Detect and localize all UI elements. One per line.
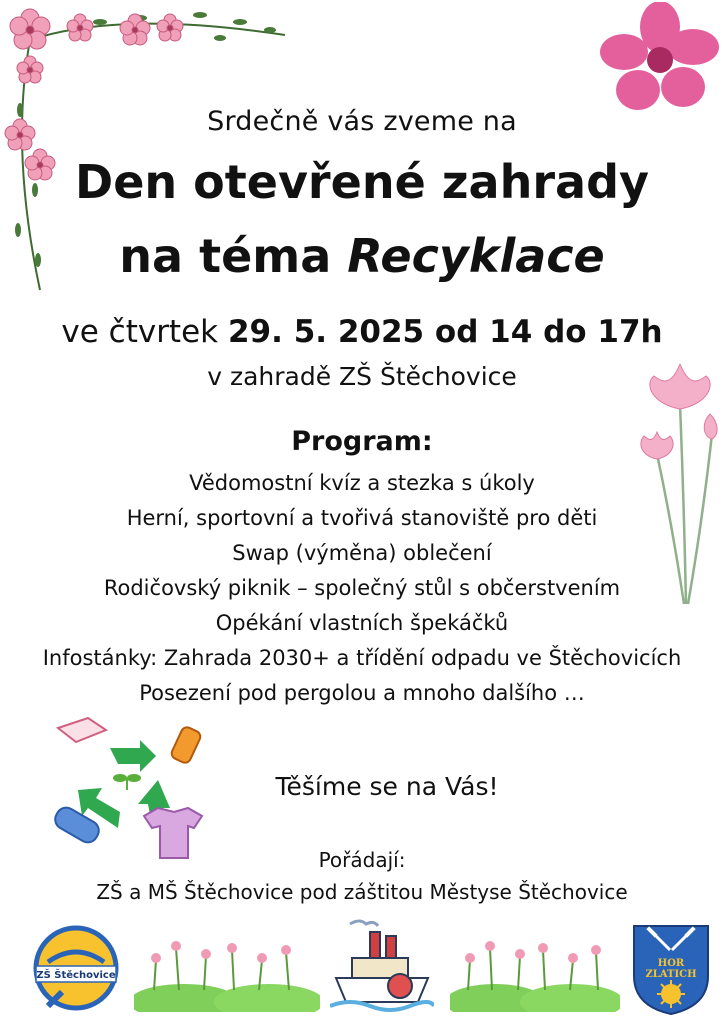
program-item: Herní, sportovní a tvořivá stanoviště pro děti bbox=[126, 506, 598, 530]
pink-flower-illustration bbox=[598, 2, 722, 114]
organizers-heading: Pořádají: bbox=[318, 848, 406, 872]
municipal-crest bbox=[630, 922, 712, 1016]
theme-prefix: na téma bbox=[119, 229, 348, 283]
program-list bbox=[0, 466, 724, 711]
program-item: Swap (výměna) oblečení bbox=[232, 541, 492, 565]
theme-emphasis: Recyklace bbox=[347, 229, 605, 283]
flower-meadow-illustration bbox=[450, 930, 620, 1012]
school-logo bbox=[28, 922, 124, 1014]
crest-text-line1: HOR bbox=[657, 958, 685, 969]
program-item: Infostánky: Zahrada 2030+ a třídění odpadu ve Štěchovicích bbox=[42, 646, 682, 670]
program-item: Opékání vlastních špekáčků bbox=[215, 611, 509, 635]
event-location: v zahradě ZŠ Štěchovice bbox=[207, 362, 517, 391]
event-theme bbox=[0, 226, 724, 286]
program-item: Rodičovský piknik – společný stůl s občerstvením bbox=[103, 576, 621, 600]
event-title: Den otevřené zahrady bbox=[75, 155, 649, 209]
flower-meadow-illustration bbox=[134, 930, 320, 1012]
event-date-time bbox=[0, 314, 724, 350]
program-item: Posezení pod pergolou a mnoho dalšího … bbox=[139, 681, 585, 705]
date-value: 29. 5. 2025 od 14 do 17h bbox=[227, 314, 663, 350]
school-logo-text: ZŠ Štěchovice bbox=[36, 970, 116, 981]
greeting: Těšíme se na Vás! bbox=[275, 772, 499, 801]
program-item: Vědomostní kvíz a stezka s úkoly bbox=[189, 471, 535, 495]
program-heading: Program: bbox=[291, 426, 433, 457]
organizers-text: ZŠ a MŠ Štěchovice pod záštitou Městyse Štěchovice bbox=[96, 880, 628, 904]
crest-text-line2: ZLATICH bbox=[645, 969, 697, 980]
date-prefix: ve čtvrtek bbox=[61, 314, 228, 350]
invitation-intro: Srdečně vás zveme na bbox=[207, 106, 517, 137]
steamboat-illustration bbox=[330, 918, 434, 1014]
